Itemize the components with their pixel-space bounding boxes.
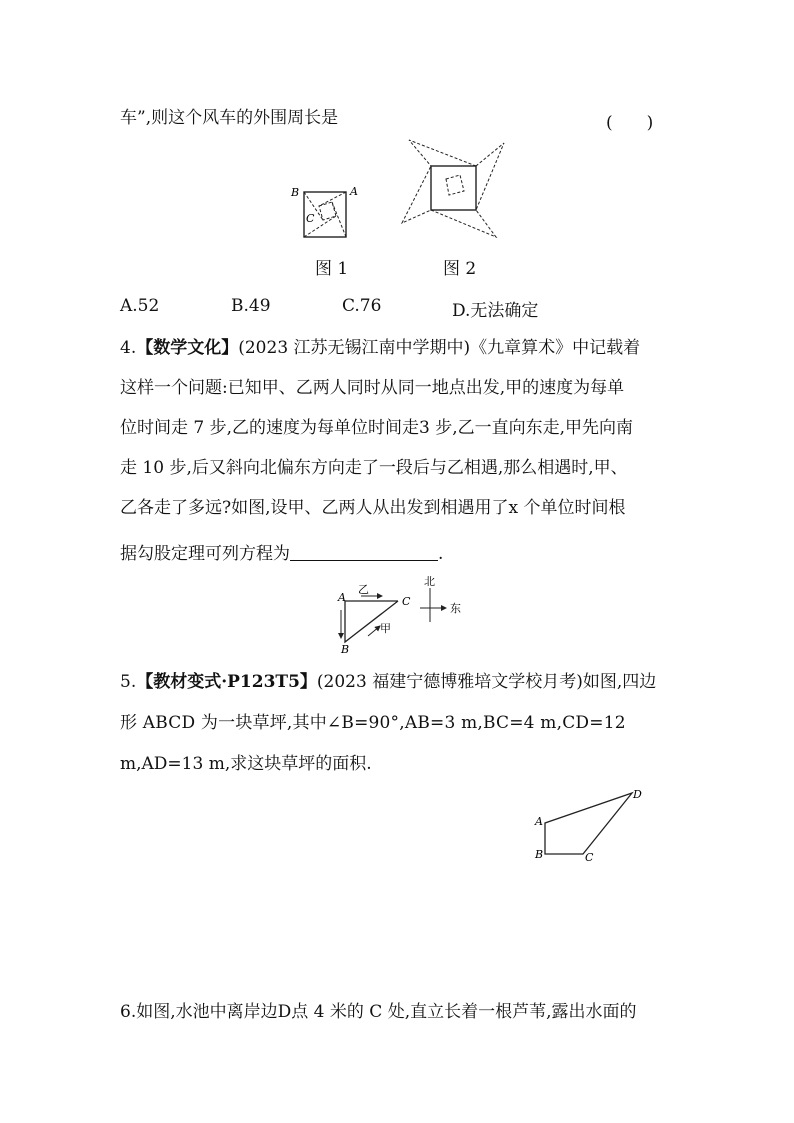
fig1-label-b: B xyxy=(291,186,300,199)
fig2-blade-bottom xyxy=(431,210,496,237)
q4-line-5: 乙各走了多远?如图,设甲、乙两人从出发到相遇用了x 个单位时间根 xyxy=(120,498,626,518)
q5-label-c: C xyxy=(585,851,594,864)
q3-stem-tail xyxy=(120,108,338,128)
q4-line-1 xyxy=(120,338,640,358)
q6-line-1: 6.如图,水池中离岸边D点 4 米的 C 处,直立长着一根芦苇,露出水面的 xyxy=(120,1002,637,1022)
fig1-dash-3 xyxy=(332,202,346,237)
q3-option-b[interactable]: B.49 xyxy=(231,296,271,316)
fig2-center-square xyxy=(431,166,476,210)
q4-label-jia: 甲 xyxy=(380,622,391,635)
q4-answer-blank[interactable] xyxy=(290,544,438,561)
q5-line-1-text: (2023 福建宁德博雅培文学校月考)如图,四边 xyxy=(316,672,657,692)
q4-label-yi: 乙 xyxy=(358,583,369,596)
q4-line-1-text: (2023 江苏无锡江南中学期中)《九章算术》中记载着 xyxy=(238,338,641,358)
q5-line-2: 形 ABCD 为一块草坪,其中∠B=90°,AB=3 m,BC=4 m,CD=12 xyxy=(120,713,626,733)
q3-option-d[interactable]: D.无法确定 xyxy=(452,301,539,321)
q4-label-east: 东 xyxy=(450,602,461,615)
q5-label-d: D xyxy=(633,788,642,801)
q5-quadrilateral xyxy=(545,793,632,854)
q3-option-c[interactable]: C.76 xyxy=(342,296,382,316)
q4-figure xyxy=(330,574,480,654)
q5-line-3: m,AD=13 m,求这块草坪的面积. xyxy=(120,754,372,774)
q4-line-6-end: . xyxy=(438,544,444,564)
q3-option-a[interactable]: A.52 xyxy=(120,296,160,316)
q5-label-b: B xyxy=(535,848,544,861)
q5-label-a: A xyxy=(535,815,543,828)
q3-figure-1 xyxy=(288,184,378,244)
fig2-blade-top xyxy=(409,140,476,166)
q4-label-b: B xyxy=(341,643,350,656)
fig2-inner-square xyxy=(446,175,464,195)
q5-figure xyxy=(534,786,654,866)
q4-number: 4. xyxy=(120,338,137,358)
q5-tag: 【教材变式·P123T5】 xyxy=(136,672,317,692)
q4-label-north: 北 xyxy=(424,575,435,588)
fig1-caption: 图 1 xyxy=(315,259,349,279)
fig2-blade-right xyxy=(476,143,504,210)
q4-tag: 【数学文化】 xyxy=(136,338,239,358)
q5-number: 5. xyxy=(120,672,137,692)
q4-label-c: C xyxy=(402,595,411,608)
q3-answer-parentheses: ( ) xyxy=(606,113,654,133)
fig1-label-a: A xyxy=(350,185,358,198)
q3-figure-2 xyxy=(400,137,510,242)
q4-arrow-northeast xyxy=(368,626,380,636)
fig2-blade-left xyxy=(402,166,431,223)
q4-line-4: 走 10 步,后又斜向北偏东方向走了一段后与乙相遇,那么相遇时,甲、 xyxy=(120,458,628,478)
fig2-caption: 图 2 xyxy=(443,259,477,279)
q5-line-1 xyxy=(120,672,656,692)
q4-label-a: A xyxy=(338,591,346,604)
q4-line-6 xyxy=(120,544,443,564)
q4-line-6-text: 据勾股定理可列方程为 xyxy=(120,544,290,564)
fig1-label-c: C xyxy=(306,212,315,225)
q4-line-3: 位时间走 7 步,乙的速度为每单位时间走3 步,乙一直向东走,甲先向南 xyxy=(120,418,634,438)
q4-line-2: 这样一个问题:已知甲、乙两人同时从同一地点出发,甲的速度为每单 xyxy=(120,378,625,398)
q3-stem-text: 车”,则这个风车的外围周长是 xyxy=(120,108,339,128)
